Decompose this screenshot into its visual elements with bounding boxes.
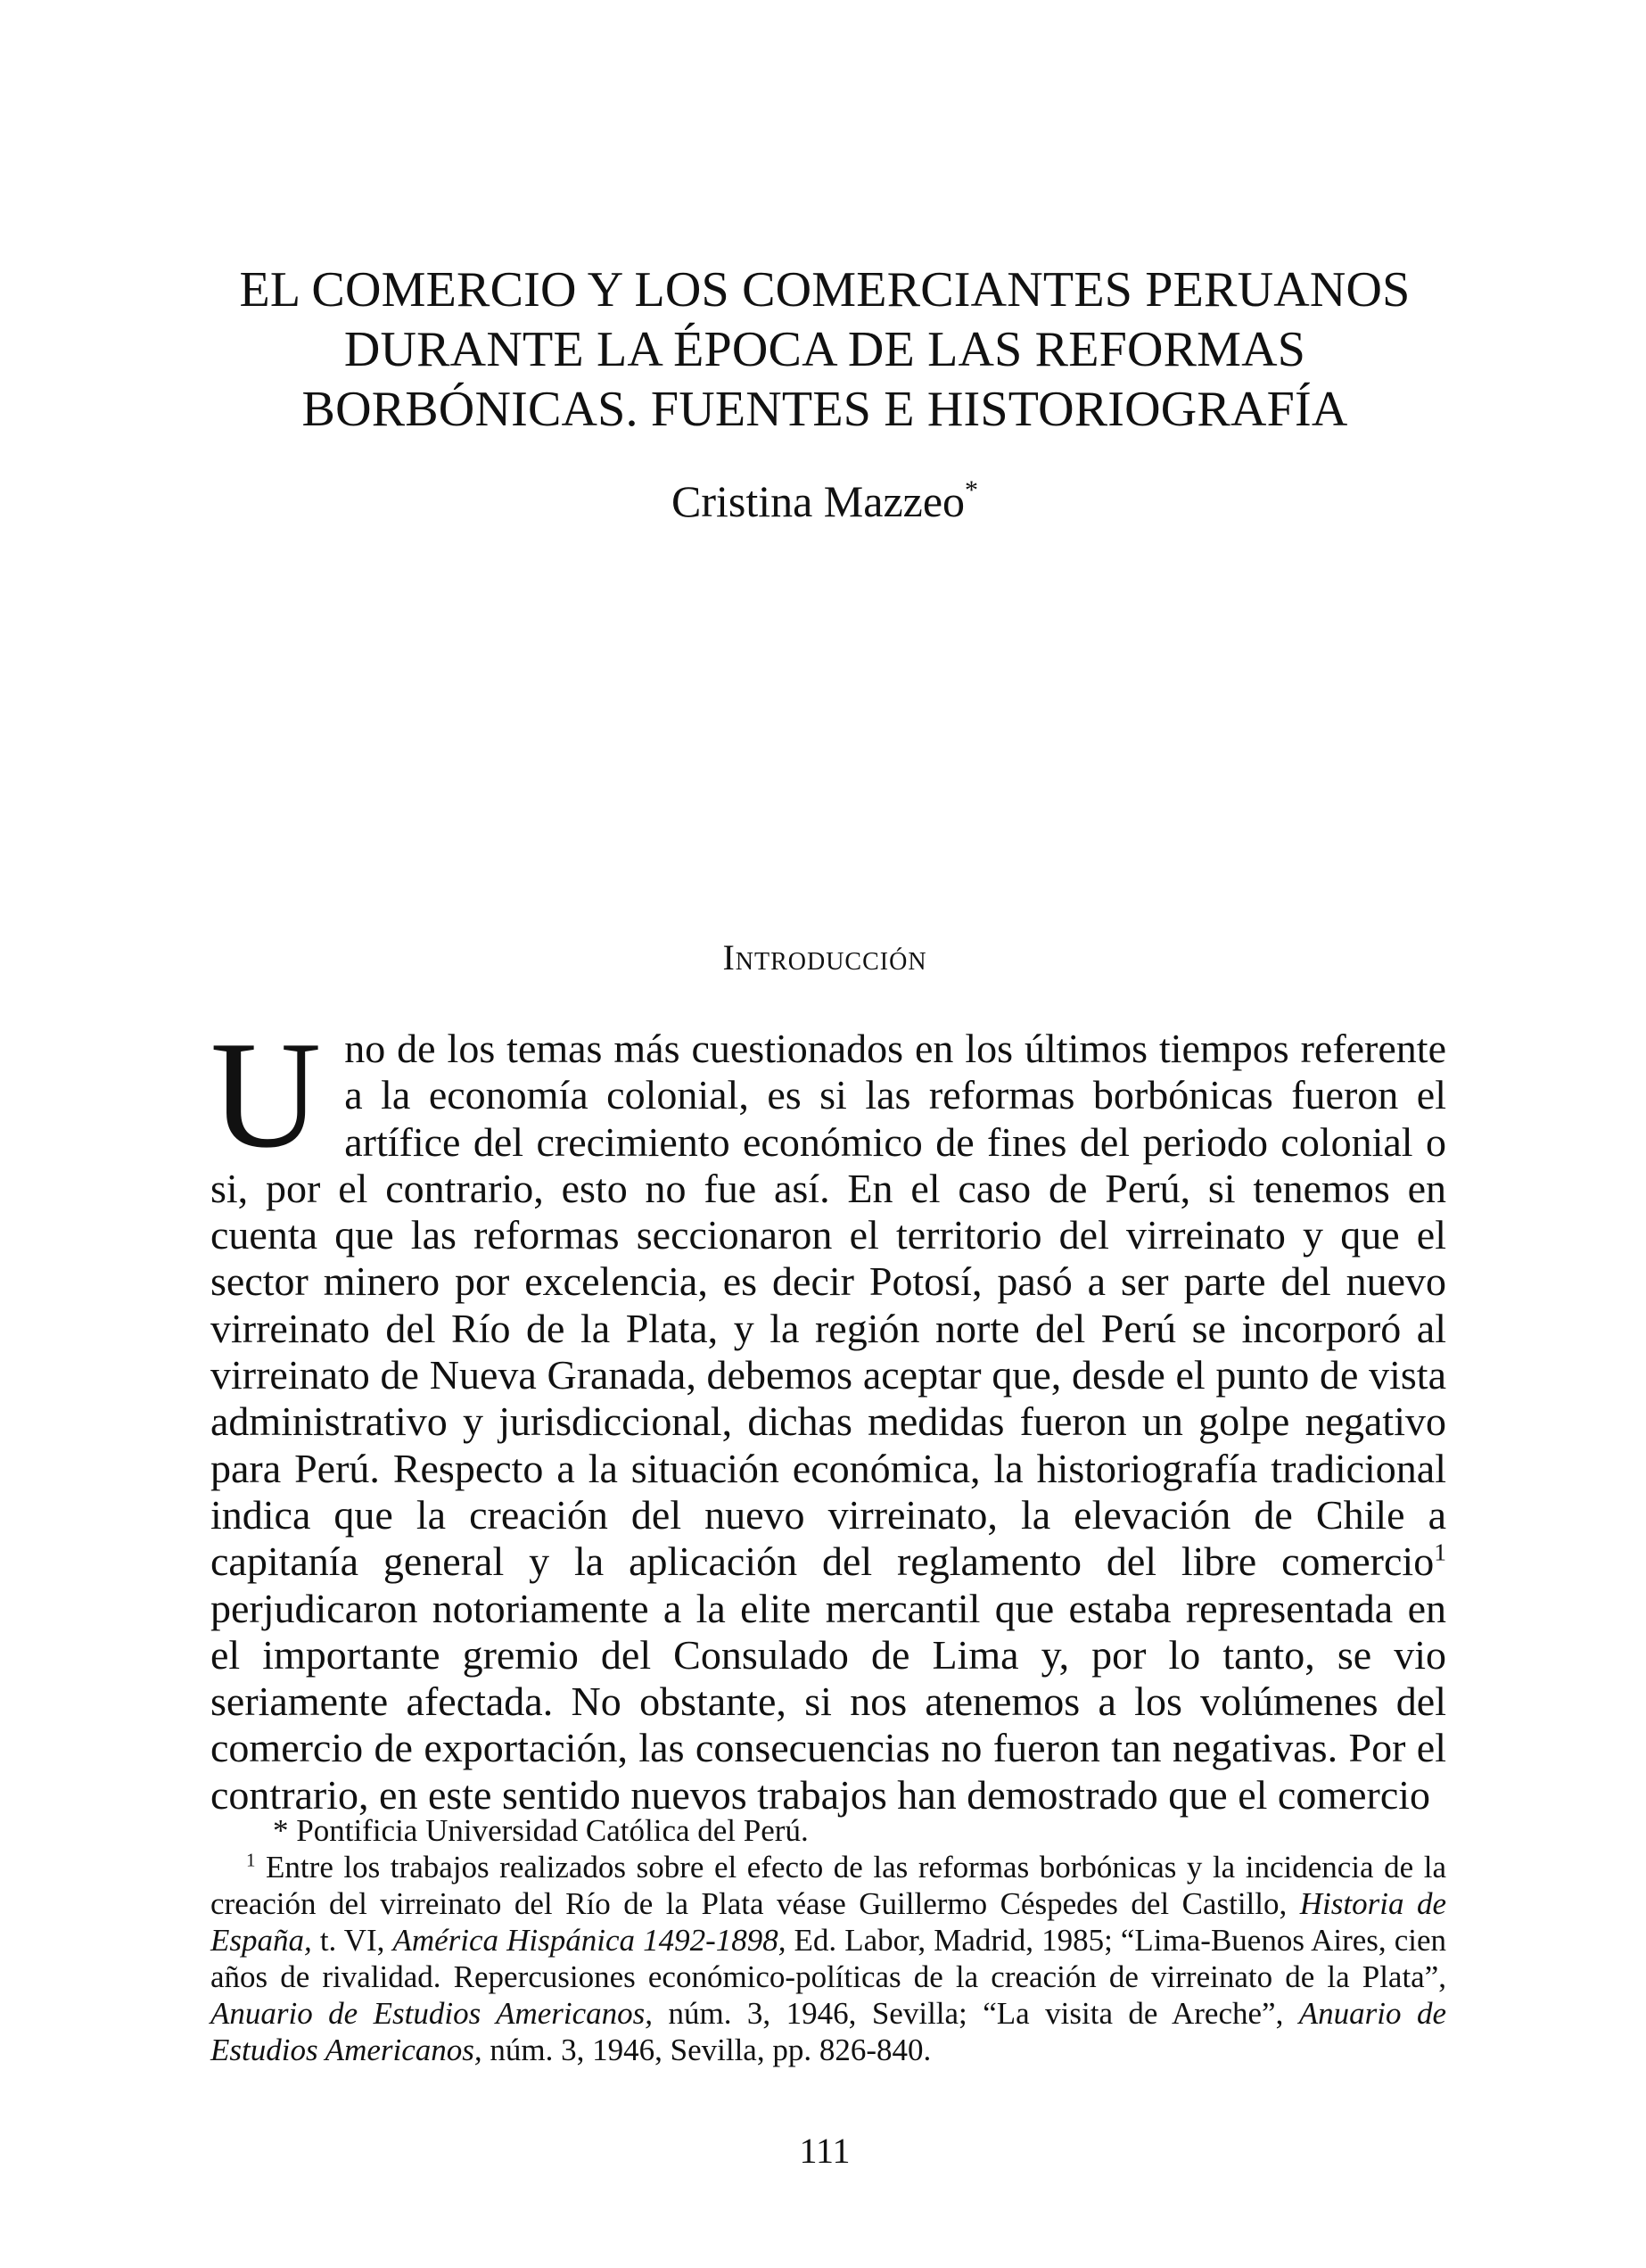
- footnote-1-text-c: Ed. Labor, Madrid, 1985; “Lima-Buenos Aires, cien años de rivalidad. Repercusiones económico-políticas de la creación de virreinato de la Plata”,: [210, 1923, 1446, 1994]
- author-name: Cristina Mazzeo: [671, 476, 966, 526]
- body-paragraph: [210, 1010, 1446, 1819]
- footnote-1-italic-b: América Hispánica 1492-1898,: [392, 1923, 786, 1958]
- footnote-1-italic-c: Anuario de Estudios Americanos,: [210, 1996, 654, 2031]
- title-line-2: DURANTE LA ÉPOCA DE LAS REFORMAS: [343, 322, 1306, 377]
- footnote-1-italic-a: Historia de España,: [210, 1886, 1446, 1958]
- footnote-1-text-d: núm. 3, 1946, Sevilla; “La visita de Areche”,: [653, 1996, 1299, 2031]
- author-footnote-mark: *: [965, 475, 979, 505]
- title-line-1: EL COMERCIO Y LOS COMERCIANTES PERUANOS: [239, 262, 1411, 318]
- footnote-1-italic-d: Anuario de Estudios Americanos,: [210, 1996, 1447, 2067]
- footnote-1-text-b: t. VI,: [311, 1923, 393, 1958]
- body-text-part-2: perjudicaron notoriamente a la elite mercantil que estaba representada en el importante gremio del Consulado de Lima y, por lo tanto, se vio seriamente afectada. No obstante, si nos atenemos a los volúmenes del comercio de exportación, las consecuencias no fueron tan negativas. Por el contrario, en este sentido nuevos trabajos han demostrado que el comercio: [210, 1585, 1446, 1818]
- footnote-1: [210, 1849, 1446, 2068]
- page-number: 111: [799, 2131, 851, 2171]
- section-heading: Introducción: [722, 937, 927, 977]
- footnote-1-text-e: núm. 3, 1946, Sevilla, pp. 826-840.: [481, 2033, 932, 2067]
- footnotes: [210, 1812, 1446, 2068]
- footnote-affiliation: * Pontificia Universidad Católica del Perú.: [273, 1813, 809, 1848]
- drop-cap: U: [210, 1010, 322, 1180]
- title-line-3: BORBÓNICAS. FUENTES E HISTORIOGRAFÍA: [301, 382, 1348, 437]
- footnote-1-text-a: Entre los trabajos realizados sobre el efecto de las reformas borbónicas y la incidencia de la creación del virreinato del Río de la Plata véase Guillermo Céspedes del Castillo,: [210, 1850, 1446, 1921]
- footnote-1-marker: 1: [246, 1849, 256, 1871]
- author-line: [178, 464, 1471, 528]
- article-title: [178, 260, 1471, 440]
- footnote-reference: 1: [1434, 1538, 1446, 1566]
- body-text-part-1: no de los temas más cuestionados en los últimos tiempos referente a la economía colonial, es si las reformas borbónicas fueron el artífice del crecimiento económico de fines del periodo colonial o si, por el contrario, esto no fue así. En el caso de Perú, si tenemos en cuenta que las reformas seccionaron el territorio del virreinato y que el sector minero por excelencia, es decir Potosí, pasó a ser parte del nuevo virreinato del Río de la Plata, y la región norte del Perú se incorporó al virreinato de Nueva Granada, debemos aceptar que, desde el punto de vista administrativo y jurisdiccional, dichas medidas fueron un golpe negativo para Perú. Respecto a la situación económica, la historiografía tradicional indica que la creación del nuevo virreinato, la elevación de Chile a capitanía general y la aplicación del reglamento del libre comercio: [210, 1026, 1446, 1585]
